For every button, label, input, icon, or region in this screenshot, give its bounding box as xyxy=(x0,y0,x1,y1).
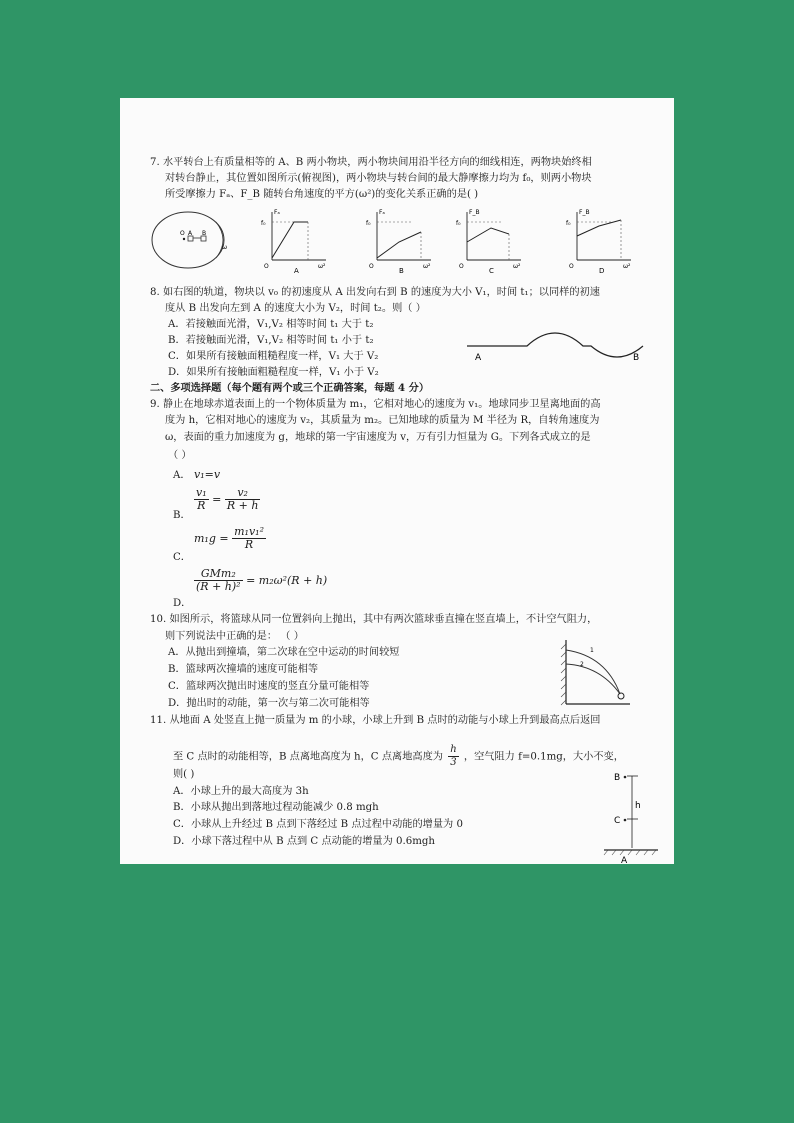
q11-frac-num: h xyxy=(450,744,457,755)
q9b-num2: v₂ xyxy=(225,487,261,500)
q8-option-c: C．如果所有接触面粗糙程度一样，V₁ 大于 V₂ xyxy=(168,351,379,362)
q9-option-c-formula xyxy=(194,526,266,551)
graph-y-label: Fₐ xyxy=(274,209,280,216)
q7-line2: 对转台静止，其位置如图所示(俯视图)，两小物块与转台间的最大静摩擦力均为 f₀，则两小物块 xyxy=(165,173,592,184)
graph-x-label: ω² xyxy=(623,263,631,270)
q10-option-b: B．篮球两次撞墙的速度可能相等 xyxy=(168,664,319,675)
graph-d xyxy=(565,206,635,274)
vertical-throw-figure xyxy=(600,768,660,864)
q9-paren: （ ） xyxy=(168,450,192,461)
q9c-den: R xyxy=(244,538,254,551)
q7-line1: 7. 水平转台上有质量相等的 A、B 两小物块，两小物块间用沿半径方向的细线相连，两物块始终相 xyxy=(150,157,592,168)
q9-option-c-label: C． xyxy=(173,552,191,563)
track-figure xyxy=(465,326,645,366)
q9-option-a-label: A． xyxy=(173,470,191,481)
throw-label-b: B xyxy=(614,773,621,783)
section-multiple-choice-title: 二、多项选择题（每个题有两个或三个正确答案，每题 4 分） xyxy=(150,382,430,394)
q9b-num1: v₁ xyxy=(196,486,207,499)
q9-option-b-formula: $\frac{\text{v₁}}{R}$ = $\frac{\text{v₂}}{R + h}$ xyxy=(196,486,259,512)
q9d-rhs: = m₂ω²(R + h) xyxy=(246,574,328,587)
turntable-figure xyxy=(150,208,230,272)
graph-f0-label: f₀ xyxy=(261,220,266,227)
basketball-figure xyxy=(560,636,632,708)
q9d-num: GMm₂ xyxy=(194,568,243,581)
graph-origin-label: O xyxy=(459,263,464,270)
graph-x-label: ω² xyxy=(423,263,431,270)
q9-option-b-label: B． xyxy=(173,510,191,521)
turntable-label-o: O xyxy=(180,230,185,237)
graph-f0-label: f₀ xyxy=(566,220,571,227)
q11-option-a: A．小球上升的最大高度为 3h xyxy=(173,786,309,797)
turntable-label-omega: ω xyxy=(222,244,228,251)
q9-option-d-formula xyxy=(194,568,327,593)
turntable-label-a: A xyxy=(188,230,193,237)
q8-option-a: A．若接触面光滑，V₁,V₂ 相等时间 t₁ 大于 t₂ xyxy=(168,319,374,330)
graph-option-label: A xyxy=(294,267,299,274)
throw-label-h: h xyxy=(635,801,641,811)
q9c-lhs: m₁g = xyxy=(194,532,229,545)
exam-page xyxy=(120,98,674,864)
throw-label-a: A xyxy=(621,856,628,864)
q9-option-a-formula: v₁=v xyxy=(194,468,221,481)
q11-line3: 则( ) xyxy=(173,769,195,780)
graph-x-label: ω² xyxy=(513,263,521,270)
track-label-b: B xyxy=(633,353,640,363)
q9b-den2: R + h xyxy=(226,499,259,512)
graph-c xyxy=(455,206,525,274)
q7-line3: 所受摩擦力 Fₐ、F_B 随转台角速度的平方(ω²)的变化关系正确的是( ) xyxy=(165,189,479,200)
graph-y-label: F_B xyxy=(469,209,480,216)
q9-line1: 9. 静止在地球赤道表面上的一个物体质量为 m₁，它相对地心的速度为 v₁。地球同步卫星离地面的高 xyxy=(150,399,601,410)
graph-y-label: Fₐ xyxy=(379,209,385,216)
graph-curve xyxy=(467,228,509,242)
q10-line2: 则下列说法中正确的是： （ ） xyxy=(165,631,304,642)
graph-a xyxy=(260,206,330,274)
q10-option-d: D．抛出时的动能，第一次与第二次可能相等 xyxy=(168,698,370,709)
graph-curve xyxy=(377,232,421,258)
q11-line1: 11. 从地面 A 处竖直上抛一质量为 m 的小球，小球上升到 B 点时的动能与小球上升到最高点后返回 xyxy=(150,715,601,726)
graph-option-label: C xyxy=(489,267,494,274)
graph-option-label: D xyxy=(599,267,605,274)
graph-b xyxy=(365,206,435,274)
turntable-label-b: B xyxy=(202,230,207,237)
q8-option-b: B．若接触面光滑，V₁,V₂ 相等时间 t₁ 小于 t₂ xyxy=(168,335,374,346)
q8-line1: 8. 如右图的轨道，物块以 v₀ 的初速度从 A 出发向右到 B 的速度为大小 V₁，时间 t₁；以同样的初速 xyxy=(150,287,600,298)
basketball-path-2: 2 xyxy=(580,661,584,668)
graph-origin-label: O xyxy=(569,263,574,270)
q11-line2-end: ，空气阻力 f=0.1mg，大小不变， xyxy=(463,751,624,763)
q10-option-a: A．从抛出到撞墙，第二次球在空中运动的时间较短 xyxy=(168,647,400,658)
q11-line2 xyxy=(173,744,624,769)
q8-option-d: D．如果所有接触面粗糙程度一样，V₁ 小于 V₂ xyxy=(168,367,379,378)
q9-option-d-label: D． xyxy=(173,598,192,609)
graph-y-label: F_B xyxy=(579,209,590,216)
graph-origin-label: O xyxy=(369,263,374,270)
q9b-den1: R xyxy=(197,499,206,512)
track-label-a: A xyxy=(475,353,482,363)
q9-line2: 度为 h，它相对地心的速度为 v₂，其质量为 m₂。已知地球的质量为 M 半径为 R，自转角速度为 xyxy=(165,415,600,426)
graph-curve xyxy=(577,220,621,236)
graph-x-label: ω² xyxy=(318,263,326,270)
q11-line2-start: 至 C 点时的动能相等，B 点离地高度为 h，C 点离地高度为 xyxy=(173,751,443,763)
graph-origin-label: O xyxy=(264,263,269,270)
basketball-path-1: 1 xyxy=(590,647,594,654)
q9c-num: m₁v₁² xyxy=(234,525,264,538)
q11-option-c: C．小球从上升经过 B 点到下落经过 B 点过程中动能的增量为 0 xyxy=(173,819,463,830)
graph-f0-label: f₀ xyxy=(366,220,371,227)
q9-line3: ω，表面的重力加速度为 g，地球的第一宇宙速度为 v，万有引力恒量为 G。下列各式成立的是 xyxy=(165,432,591,443)
graph-f0-label: f₀ xyxy=(456,220,461,227)
q11-option-b: B．小球从抛出到落地过程动能减少 0.8 mgh xyxy=(173,802,379,813)
q11-frac-den: 3 xyxy=(450,757,457,768)
q8-line2: 度从 B 出发向左到 A 的速度大小为 V₂，时间 t₂。则（ ） xyxy=(165,303,426,314)
throw-label-c: C xyxy=(614,816,621,826)
q10-option-c: C．篮球两次抛出时速度的竖直分量可能相等 xyxy=(168,681,370,692)
graph-option-label: B xyxy=(399,267,404,274)
q10-line1: 10. 如图所示，将篮球从同一位置斜向上抛出，其中有两次篮球垂直撞在竖直墙上，不计空气阻力， xyxy=(150,614,598,625)
graph-curve xyxy=(272,222,308,258)
q11-option-d: D．小球下落过程中从 B 点到 C 点动能的增量为 0.6mgh xyxy=(173,836,435,847)
q9d-den: (R + h)² xyxy=(196,580,241,593)
